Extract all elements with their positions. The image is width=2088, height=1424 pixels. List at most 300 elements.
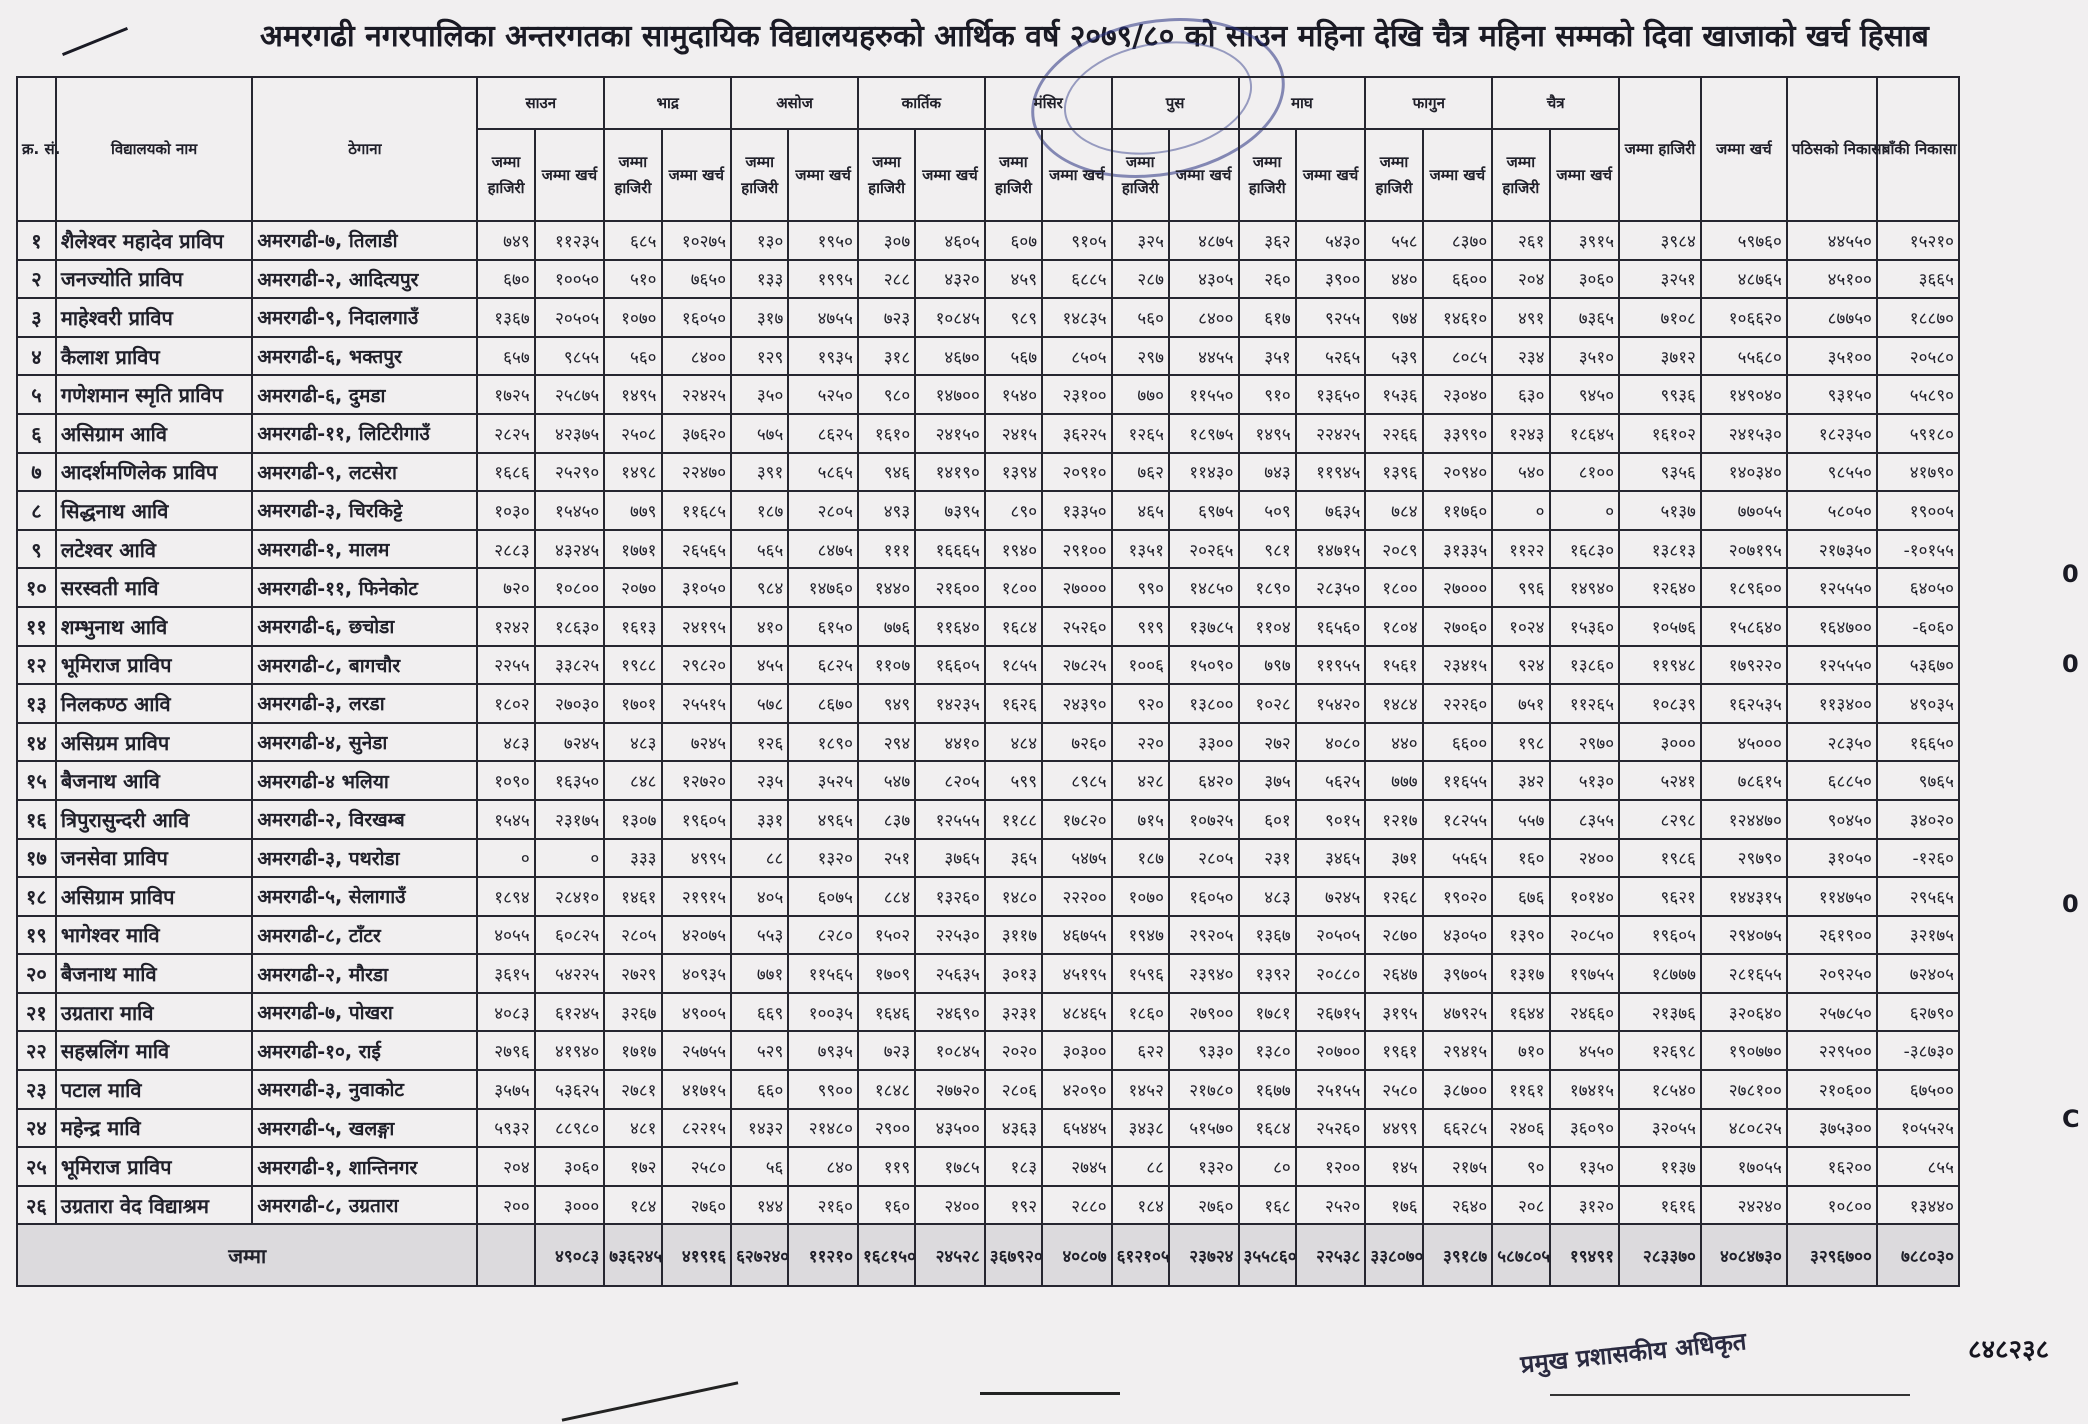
row-value-cell: १४४३१५ (1701, 877, 1787, 916)
row-serial: २१ (17, 993, 56, 1032)
row-value-cell: ८१०० (1550, 453, 1620, 492)
row-value-cell: २७२९ (604, 954, 661, 993)
row-value-cell: ११५६५ (788, 954, 858, 993)
row-value-cell: १३५० (1550, 1147, 1620, 1186)
row-value-cell: १४६१० (1423, 298, 1493, 337)
row-value-cell: १२४२ (477, 607, 534, 646)
row-value-cell: १३० (731, 221, 788, 260)
row-value-cell: २५७५५ (662, 1031, 732, 1070)
row-school-name: निलकण्ठ आवि (56, 684, 252, 723)
row-value-cell: ५१० (604, 260, 661, 299)
row-value-cell: १८२३५० (1787, 414, 1877, 453)
row-value-cell: ६६९ (731, 993, 788, 1032)
row-value-cell: ८०८५ (1423, 337, 1493, 376)
row-value-cell: २४६६० (1550, 993, 1620, 1032)
row-value-cell: १८४८ (858, 1070, 915, 1109)
row-value-cell: १५६१ (1365, 646, 1422, 685)
row-value-cell: ४०८० (1296, 723, 1366, 762)
row-value-cell: २९०० (858, 1109, 915, 1148)
header-month: असोज (731, 77, 858, 129)
row-value-cell: १६०५० (662, 298, 732, 337)
row-value-cell: २७०६० (1423, 607, 1493, 646)
row-value-cell: १४०३४० (1701, 453, 1787, 492)
row-value-cell: ९९३६ (1619, 375, 1701, 414)
row-value-cell: ९८१ (1239, 530, 1296, 569)
row-value-cell: ९८५५० (1787, 453, 1877, 492)
row-value-cell: १४८४ (1365, 684, 1422, 723)
row-value-cell: ११४३० (1169, 453, 1239, 492)
row-value-cell: २२४२५ (1296, 414, 1366, 453)
row-value-cell: १७२५ (477, 375, 534, 414)
row-value-cell: १०३० (477, 491, 534, 530)
row-value-cell: ४६७५५ (1042, 916, 1112, 955)
row-value-cell: ५९१८० (1877, 414, 1959, 453)
row-value-cell: ५९३२ (477, 1109, 534, 1148)
table-row (17, 839, 1959, 878)
table-row (17, 993, 1959, 1032)
row-value-cell: १६२०० (1787, 1147, 1877, 1186)
table-row (17, 221, 1959, 260)
row-value-cell: ७२४०५ (1877, 954, 1959, 993)
row-serial: ९ (17, 530, 56, 569)
row-value-cell: ३१८ (858, 337, 915, 376)
row-value-cell: ४४५५० (1787, 221, 1877, 260)
row-value-cell: १६८६ (477, 453, 534, 492)
row-value-cell: २९४ (858, 723, 915, 762)
header-total-attendance: जम्मा हाजिरी (1619, 77, 1701, 221)
row-value-cell: १३९४ (985, 453, 1042, 492)
subheader-expense: जम्मा खर्च (1423, 129, 1493, 221)
row-value-cell: २८०५ (788, 491, 858, 530)
row-school-name: असिग्रम प्राविप (56, 723, 252, 762)
row-value-cell: ४६०५ (915, 221, 985, 260)
row-value-cell: ४९६५ (788, 800, 858, 839)
table-row (17, 298, 1959, 337)
row-value-cell: २८३५० (1787, 723, 1877, 762)
row-value-cell: ४२८ (1112, 761, 1169, 800)
row-value-cell: १००३५ (788, 993, 858, 1032)
pen-stroke-mark (62, 27, 128, 56)
row-value-cell: १८६३० (535, 607, 605, 646)
row-value-cell: ३४२ (1492, 761, 1549, 800)
row-value-cell: २३१०० (1042, 375, 1112, 414)
row-value-cell: ३७५ (1239, 761, 1296, 800)
row-value-cell: २०२६५ (1169, 530, 1239, 569)
row-value-cell: १०२८ (1239, 684, 1296, 723)
row-value-cell: २१७३५० (1787, 530, 1877, 569)
row-address: अमरगढी-७, पोखरा (252, 993, 477, 1032)
row-value-cell: २१४८० (788, 1109, 858, 1148)
row-value-cell: ३४६५ (1296, 839, 1366, 878)
row-value-cell: २८०५ (604, 916, 661, 955)
row-value-cell: १८७ (731, 491, 788, 530)
row-serial: १४ (17, 723, 56, 762)
row-value-cell: २४२४० (1701, 1186, 1787, 1225)
table-row (17, 646, 1959, 685)
row-value-cell: २२९५०० (1787, 1031, 1877, 1070)
row-address: अमरगढी-४ भलिया (252, 761, 477, 800)
row-value-cell: ९८० (858, 375, 915, 414)
row-value-cell: २३४१५ (1423, 646, 1493, 685)
row-value-cell: १४९८ (604, 453, 661, 492)
row-school-name: जनसेवा प्राविप (56, 839, 252, 878)
table-row (17, 877, 1959, 916)
row-value-cell: -३८७३० (1877, 1031, 1959, 1070)
row-value-cell: ८४० (788, 1147, 858, 1186)
row-value-cell: ९४५० (1550, 375, 1620, 414)
row-value-cell: १८९० (1239, 568, 1296, 607)
row-value-cell: २७४५ (1042, 1147, 1112, 1186)
totals-row (17, 1224, 1959, 1286)
row-value-cell: ३११७ (985, 916, 1042, 955)
row-value-cell: १६४४ (1492, 993, 1549, 1032)
row-value-cell: २७६० (1169, 1186, 1239, 1225)
margin-mark: C (2062, 1105, 2080, 1133)
row-value-cell: १६७७ (1239, 1070, 1296, 1109)
row-value-cell: ८७७५० (1787, 298, 1877, 337)
totals-value-cell: ३५५८६० (1239, 1224, 1296, 1286)
row-value-cell: १४६१ (604, 877, 661, 916)
row-value-cell: १३६५० (1296, 375, 1366, 414)
row-value-cell: २३९४० (1169, 954, 1239, 993)
row-value-cell: ३९१ (731, 453, 788, 492)
row-value-cell: २२४२५ (662, 375, 732, 414)
row-value-cell: ४२३७५ (535, 414, 605, 453)
row-value-cell: १७८२० (1042, 800, 1112, 839)
subheader-expense: जम्मा खर्च (915, 129, 985, 221)
row-value-cell: ७९३५ (788, 1031, 858, 1070)
row-value-cell: ३९८४ (1619, 221, 1701, 260)
row-value-cell: ६३० (1492, 375, 1549, 414)
subheader-attendance: जम्मा हाजिरी (1492, 129, 1549, 221)
row-value-cell: ३६५ (985, 839, 1042, 878)
row-value-cell: १९९५ (788, 260, 858, 299)
row-serial: ३ (17, 298, 56, 337)
row-serial: १० (17, 568, 56, 607)
row-value-cell: २५७८५० (1787, 993, 1877, 1032)
row-value-cell: २९४०७५ (1701, 916, 1787, 955)
row-value-cell: १२६५ (1112, 414, 1169, 453)
row-value-cell: १८०० (1365, 568, 1422, 607)
row-address: अमरगढी-३, चिरकिट्टे (252, 491, 477, 530)
row-value-cell: १४४० (858, 568, 915, 607)
row-value-cell: २७७२० (915, 1070, 985, 1109)
row-value-cell: १६६०५ (915, 646, 985, 685)
row-value-cell: २८४१० (535, 877, 605, 916)
row-value-cell: ७७१ (731, 954, 788, 993)
row-value-cell: ७७६ (858, 607, 915, 646)
row-address: अमरगढी-३, नुवाकोट (252, 1070, 477, 1109)
row-value-cell: ३५७५ (477, 1070, 534, 1109)
row-value-cell: २५८७५ (535, 375, 605, 414)
row-value-cell: ७३६५ (1550, 298, 1620, 337)
row-value-cell: ९२० (1112, 684, 1169, 723)
row-value-cell: २९५६५ (1877, 877, 1959, 916)
row-value-cell: १४५ (1365, 1147, 1422, 1186)
row-value-cell: ६६२८५ (1423, 1109, 1493, 1148)
row-serial: ६ (17, 414, 56, 453)
row-value-cell: ३३०० (1169, 723, 1239, 762)
subheader-attendance: जम्मा हाजिरी (1239, 129, 1296, 221)
row-value-cell: ८८ (1112, 1147, 1169, 1186)
row-value-cell: २७००० (1423, 568, 1493, 607)
row-value-cell: २३५ (731, 761, 788, 800)
row-value-cell: २२२६० (1423, 684, 1493, 723)
row-value-cell: ९१०५ (1042, 221, 1112, 260)
row-value-cell: ७३९५ (915, 491, 985, 530)
row-value-cell: २०५८० (1877, 337, 1959, 376)
row-serial: ४ (17, 337, 56, 376)
corner-number: ८४८२३८ (1968, 1335, 2050, 1365)
row-address: अमरगढी-९, निदालगाउँ (252, 298, 477, 337)
row-value-cell: १६४६ (858, 993, 915, 1032)
row-value-cell: २४०० (915, 1186, 985, 1225)
row-value-cell: ३९७०५ (1423, 954, 1493, 993)
row-value-cell: १४७१५ (1296, 530, 1366, 569)
row-value-cell: १५४५ (477, 800, 534, 839)
row-value-cell: ६५४४५ (1042, 1109, 1112, 1148)
row-value-cell: ५९७६० (1701, 221, 1787, 260)
row-address: अमरगढी-६, दुमडा (252, 375, 477, 414)
row-value-cell: ४६७० (915, 337, 985, 376)
row-address: अमरगढी-३, पथरोडा (252, 839, 477, 878)
row-value-cell: ७६५० (662, 260, 732, 299)
row-value-cell: ४८१ (604, 1109, 661, 1148)
row-value-cell: ७७०५५ (1701, 491, 1787, 530)
row-value-cell: ९९६ (1492, 568, 1549, 607)
row-value-cell: २७६० (662, 1186, 732, 1225)
row-value-cell: ९७६५ (1877, 761, 1959, 800)
row-value-cell: १८९४ (477, 877, 534, 916)
row-school-name: सिद्धनाथ आवि (56, 491, 252, 530)
row-value-cell: ४९०३५ (1877, 684, 1959, 723)
row-value-cell: १४५२ (1112, 1070, 1169, 1109)
row-value-cell: २८७ (1112, 260, 1169, 299)
table-body (17, 221, 1959, 1224)
row-value-cell: ८३७० (1423, 221, 1493, 260)
row-value-cell: ७९७ (1239, 646, 1296, 685)
totals-value-cell: ७३६२४५ (604, 1224, 661, 1286)
totals-value-cell: ४९०८३ (535, 1224, 605, 1286)
row-value-cell: ३७६२० (662, 414, 732, 453)
row-value-cell: ९३३० (1169, 1031, 1239, 1070)
row-serial: ५ (17, 375, 56, 414)
row-value-cell: ७२४५ (535, 723, 605, 762)
row-school-name: असिग्राम आवि (56, 414, 252, 453)
header-month: भाद्र (604, 77, 731, 129)
row-value-cell: ८९८५ (1042, 761, 1112, 800)
row-serial: २६ (17, 1186, 56, 1225)
row-value-cell: ४९९५ (662, 839, 732, 878)
row-value-cell: ३३९९० (1423, 414, 1493, 453)
row-value-cell: १४९०४० (1701, 375, 1787, 414)
row-value-cell: ६१२४५ (535, 993, 605, 1032)
row-value-cell: ३०६० (535, 1147, 605, 1186)
row-value-cell: ४२०९० (1042, 1070, 1112, 1109)
totals-value-cell: ४०८०७ (1042, 1224, 1112, 1286)
row-value-cell: ५०९ (1239, 491, 1296, 530)
totals-value-cell: ४१९१६ (662, 1224, 732, 1286)
row-school-name: भूमिराज प्राविप (56, 1147, 252, 1186)
row-value-cell: १२९ (731, 337, 788, 376)
row-value-cell: ३१३३५ (1423, 530, 1493, 569)
row-value-cell: १४८० (985, 877, 1042, 916)
row-value-cell: १८६४५ (1550, 414, 1620, 453)
row-school-name: माहेश्वरी प्राविप (56, 298, 252, 337)
row-address: अमरगढी-८, उग्रतारा (252, 1186, 477, 1225)
row-value-cell: २९१०० (1042, 530, 1112, 569)
row-value-cell: ८५०५ (1042, 337, 1112, 376)
row-value-cell: १७२ (604, 1147, 661, 1186)
header-total-expense: जम्मा खर्च (1701, 77, 1787, 221)
row-value-cell: ४१७९० (1877, 453, 1959, 492)
header-sn: क्र. सं. (17, 77, 56, 221)
row-value-cell: ६६० (731, 1070, 788, 1109)
totals-value-cell: २४५२८ (915, 1224, 985, 1286)
row-value-cell: २१९१५ (662, 877, 732, 916)
row-value-cell: ५४७५ (1042, 839, 1112, 878)
row-value-cell: २५६३५ (915, 954, 985, 993)
row-value-cell: २६१९०० (1787, 916, 1877, 955)
row-value-cell: २०४ (1492, 260, 1549, 299)
row-value-cell: ५३६७० (1877, 646, 1959, 685)
row-value-cell: ३००० (535, 1186, 605, 1225)
row-value-cell: ३२०५५ (1619, 1109, 1701, 1148)
row-value-cell: ११६५५ (1423, 761, 1493, 800)
row-value-cell: २५२६० (1296, 1109, 1366, 1148)
expense-table (16, 76, 1960, 1287)
row-value-cell: २९८२० (662, 646, 732, 685)
row-value-cell: १८०० (985, 568, 1042, 607)
row-value-cell: २७०३० (535, 684, 605, 723)
row-value-cell: ४२०७५ (662, 916, 732, 955)
row-value-cell: १८३ (985, 1147, 1042, 1186)
row-value-cell: २१७५ (1423, 1147, 1493, 1186)
row-value-cell: १३५१ (1112, 530, 1169, 569)
row-school-name: जनज्योति प्राविप (56, 260, 252, 299)
row-value-cell: २९२०५ (1169, 916, 1239, 955)
row-value-cell: १२४३ (1492, 414, 1549, 453)
table-row (17, 375, 1959, 414)
row-address: अमरगढी-६, भक्तपुर (252, 337, 477, 376)
row-value-cell: १६८४ (1239, 1109, 1296, 1148)
totals-value-cell: ५८७८०५ (1492, 1224, 1549, 1286)
row-value-cell: १६४७०० (1787, 607, 1877, 646)
row-value-cell: ४१७१५ (662, 1070, 732, 1109)
row-value-cell: ६६०० (1423, 723, 1493, 762)
row-value-cell: १७७१ (604, 530, 661, 569)
row-value-cell: ९३१५० (1787, 375, 1877, 414)
row-value-cell: ४३६३ (985, 1109, 1042, 1148)
row-value-cell: ११६८५ (662, 491, 732, 530)
row-address: अमरगढी-५, खलङ्गा (252, 1109, 477, 1148)
row-value-cell: १३२६० (915, 877, 985, 916)
row-value-cell: १०६६२० (1701, 298, 1787, 337)
row-value-cell: २०२० (985, 1031, 1042, 1070)
table-row (17, 1070, 1959, 1109)
row-value-cell: १८४ (1112, 1186, 1169, 1225)
totals-value-cell: ६२७२४० (731, 1224, 788, 1286)
row-value-cell: ३७१ (1365, 839, 1422, 878)
row-value-cell: ४८३ (1239, 877, 1296, 916)
row-value-cell: १६८४ (985, 607, 1042, 646)
row-value-cell: ५५३ (731, 916, 788, 955)
row-value-cell: १९०७७० (1701, 1031, 1787, 1070)
row-value-cell: ५९९ (985, 761, 1042, 800)
header-released: पठिसको निकासा (1787, 77, 1877, 221)
row-value-cell: ९८९ (985, 298, 1042, 337)
row-value-cell: ६८८५ (1042, 260, 1112, 299)
row-value-cell: १८९० (788, 723, 858, 762)
row-address: अमरगढी-११, लिटिरीगाउँ (252, 414, 477, 453)
row-value-cell: ५१३० (1550, 761, 1620, 800)
row-value-cell: १५०९० (1169, 646, 1239, 685)
row-value-cell: ४५५० (1550, 1031, 1620, 1070)
row-value-cell: ११९४५ (1296, 453, 1366, 492)
row-value-cell: ३७१२ (1619, 337, 1701, 376)
table-row (17, 1147, 1959, 1186)
row-value-cell: १६५६० (1296, 607, 1366, 646)
row-value-cell: १३२० (1169, 1147, 1239, 1186)
row-school-name: त्रिपुरासुन्दरी आवि (56, 800, 252, 839)
row-value-cell: ३०३०० (1042, 1031, 1112, 1070)
row-value-cell: ४८७६५ (1701, 260, 1787, 299)
row-value-cell: १९५० (788, 221, 858, 260)
row-school-name: उग्रतारा वेद विद्याश्रम (56, 1186, 252, 1225)
row-value-cell: ११७६० (1423, 491, 1493, 530)
row-value-cell: १६६६५ (915, 530, 985, 569)
row-value-cell: ४५५ (731, 646, 788, 685)
row-serial: २५ (17, 1147, 56, 1186)
row-value-cell: १४९४० (1550, 568, 1620, 607)
row-value-cell: ० (1492, 491, 1549, 530)
row-value-cell: २४०० (1550, 839, 1620, 878)
row-value-cell: ६७६ (1492, 877, 1549, 916)
row-value-cell: ८६७० (788, 684, 858, 723)
totals-value-cell: २३७२४ (1169, 1224, 1239, 1286)
row-school-name: सहस्रलिंग मावि (56, 1031, 252, 1070)
row-value-cell: २३१७५ (535, 800, 605, 839)
row-value-cell: ५५६५ (1423, 839, 1493, 878)
totals-value-cell: ११२१० (788, 1224, 858, 1286)
row-value-cell: २३०४० (1423, 375, 1493, 414)
row-value-cell: २२६६ (1365, 414, 1422, 453)
table-row (17, 568, 1959, 607)
row-value-cell: २७००० (1042, 568, 1112, 607)
row-value-cell: १८६० (1112, 993, 1169, 1032)
row-value-cell: १४३२ (731, 1109, 788, 1148)
row-value-cell: ७१०८ (1619, 298, 1701, 337)
totals-value-cell: २८३३७० (1619, 1224, 1701, 1286)
row-value-cell: १६८ (1239, 1186, 1296, 1225)
row-value-cell: ३५१ (1239, 337, 1296, 376)
row-value-cell: २०८९ (1365, 530, 1422, 569)
subheader-expense: जम्मा खर्च (1169, 129, 1239, 221)
row-value-cell: ७२४५ (662, 723, 732, 762)
subheader-expense: जम्मा खर्च (1550, 129, 1620, 221)
header-month: चैत्र (1492, 77, 1619, 129)
row-serial: ८ (17, 491, 56, 530)
row-value-cell: ४१९४० (535, 1031, 605, 1070)
row-value-cell: ८३५५ (1550, 800, 1620, 839)
row-value-cell: २१७८० (1169, 1070, 1239, 1109)
row-value-cell: ७४९ (477, 221, 534, 260)
page-title: अमरगढी नगरपालिका अन्तरगतका सामुदायिक विद्यालयहरुको आर्थिक वर्ष २०७९/८० को साउन महिना देखि चैत्र महिना सम्मको दिवा खाजाको खर्च हिसाब (260, 19, 1929, 54)
row-value-cell: १५४२० (1296, 684, 1366, 723)
row-value-cell: ८२०५ (915, 761, 985, 800)
row-value-cell: ६६०० (1423, 260, 1493, 299)
row-value-cell: ४३५०० (915, 1109, 985, 1148)
